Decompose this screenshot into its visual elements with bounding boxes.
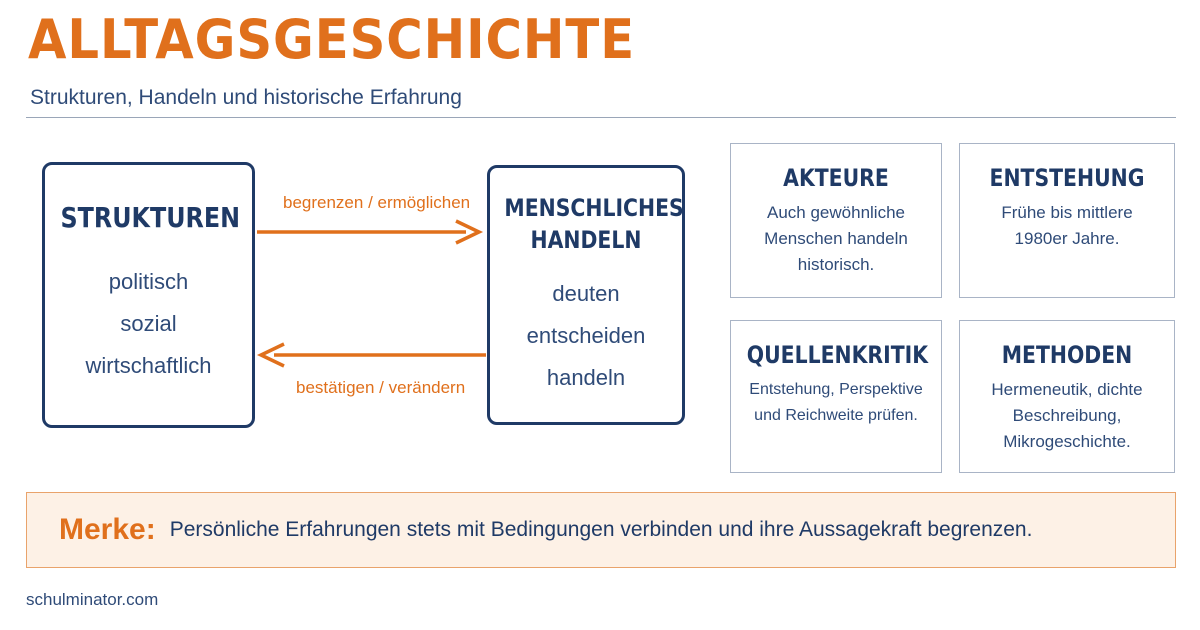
merke-text: Persönliche Erfahrungen stets mit Bedingungen verbinden und ihre Aussagekraft begrenzen. xyxy=(169,518,1033,541)
backward-edge-label: bestätigen / verändern xyxy=(296,378,466,397)
strukturen-title: STRUKTUREN xyxy=(60,201,241,234)
card-title: METHODEN xyxy=(1001,341,1133,369)
strukturen-item: wirtschaftlich xyxy=(85,352,212,378)
handeln-items xyxy=(490,273,682,399)
strukturen-item: sozial xyxy=(120,310,177,336)
card-title: QUELLENKRITIK xyxy=(746,341,929,369)
card-title: ENTSTEHUNG xyxy=(989,164,1145,192)
strukturen-items xyxy=(45,261,252,387)
forward-edge-label: begrenzen / ermöglichen xyxy=(283,193,471,212)
handeln-item: handeln xyxy=(546,364,626,390)
strukturen-node xyxy=(42,162,255,428)
card-text: Frühe bis mittlere 1980er Jahre. xyxy=(1001,203,1133,248)
handeln-title-line1: MENSCHLICHES xyxy=(504,194,684,222)
backward-arrow xyxy=(261,344,486,366)
card-methoden xyxy=(959,320,1175,473)
handeln-item: entscheiden xyxy=(526,322,646,348)
page-title: ALLTAGSGESCHICHTE xyxy=(28,8,636,71)
forward-arrow xyxy=(257,221,479,243)
card-text: Hermeneutik, dichte Beschreibung, Mikrogeschichte. xyxy=(991,380,1143,451)
card-text: Entstehung, Perspektive und Reichweite prüfen. xyxy=(749,381,923,424)
handeln-item: deuten xyxy=(552,280,620,306)
header-divider xyxy=(26,117,1176,118)
card-title: AKTEURE xyxy=(783,164,889,192)
handeln-node xyxy=(487,165,685,425)
page-subtitle: Strukturen, Handeln und historische Erfahrung xyxy=(30,86,462,109)
card-akteure xyxy=(730,143,942,298)
merke-label: Merke: xyxy=(59,513,156,546)
handeln-title-line2: HANDELN xyxy=(530,226,642,255)
card-entstehung xyxy=(959,143,1175,298)
merke-note xyxy=(26,492,1176,568)
footer-site: schulminator.com xyxy=(26,590,159,609)
card-text: Auch gewöhnliche Menschen handeln historisch. xyxy=(764,203,908,274)
strukturen-item: politisch xyxy=(108,268,189,294)
card-quellenkritik xyxy=(730,320,942,473)
